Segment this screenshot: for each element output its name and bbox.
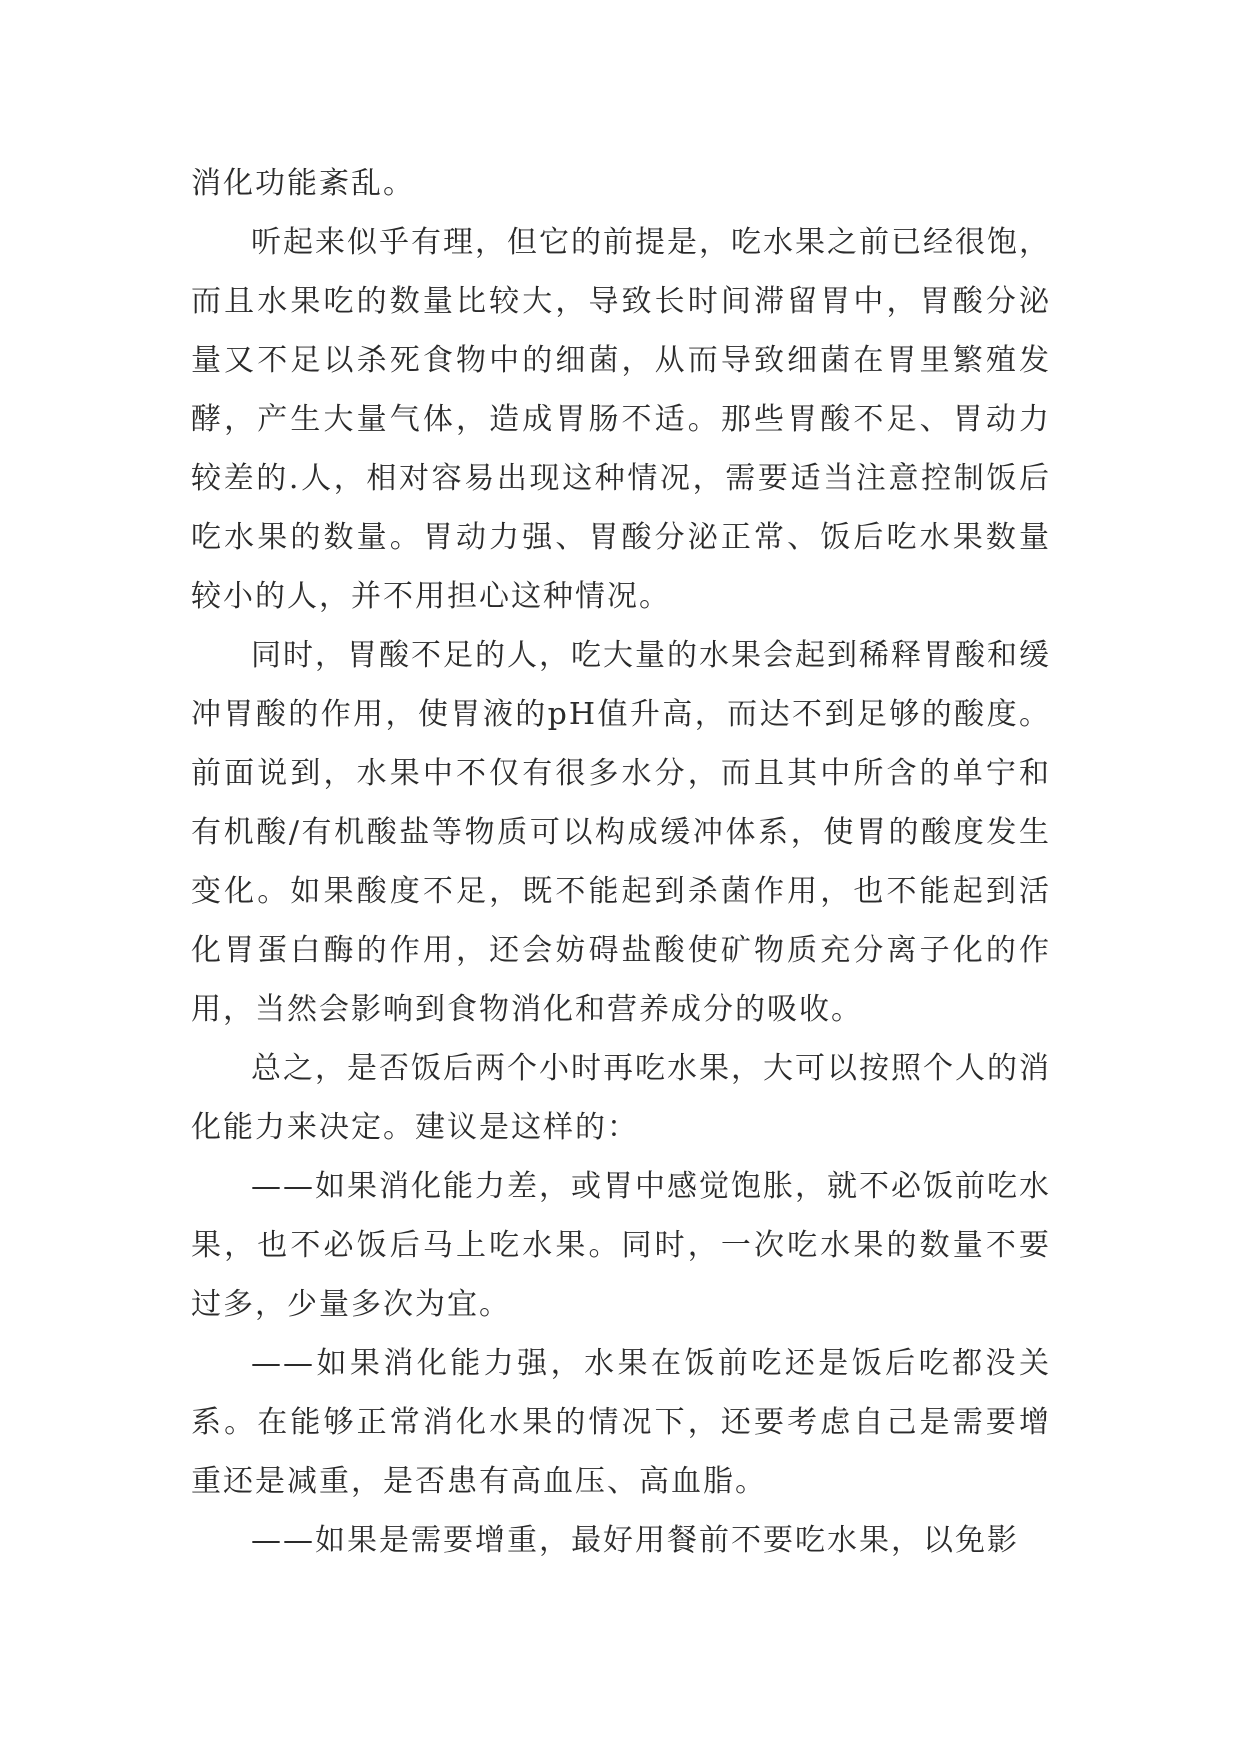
paragraph-advice-strong-digestion: ——如果消化能力强，水果在饭前吃还是饭后吃都没关系。在能够正常消化水果的情况下，还要考虑自己是需要增重还是减重，是否患有高血压、高血脂。 (191, 1346, 1051, 1499)
article-body (191, 154, 1051, 1570)
paragraph-advice-weight-gain: ——如果是需要增重，最好用餐前不要吃水果，以免影 (251, 1523, 1019, 1558)
paragraph-summary: 总之，是否饭后两个小时再吃水果，大可以按照个人的消化能力来决定。建议是这样的： (191, 1051, 1051, 1145)
paragraph-continuation: 消化功能紊乱。 (191, 166, 415, 201)
paragraph-gastric-fermentation: 听起来似乎有理，但它的前提是，吃水果之前已经很饱，而且水果吃的数量比较大，导致长时间滞留胃中，胃酸分泌量又不足以杀死食物中的细菌，从而导致细菌在胃里繁殖发酵，产生大量气体，造成胃肠不适。那些胃酸不足、胃动力较差的.人，相对容易出现这种情况，需要适当注意控制饭后吃水果的数量。胃动力强、胃酸分泌正常、饭后吃水果数量较小的人，并不用担心这种情况。 (191, 225, 1051, 614)
paragraph-advice-weak-digestion: ——如果消化能力差，或胃中感觉饱胀，就不必饭前吃水果，也不必饭后马上吃水果。同时，一次吃水果的数量不要过多，少量多次为宜。 (191, 1169, 1051, 1322)
paragraph-acid-dilution: 同时，胃酸不足的人，吃大量的水果会起到稀释胃酸和缓冲胃酸的作用，使胃液的pH值升高，而达不到足够的酸度。前面说到，水果中不仅有很多水分，而且其中所含的单宁和有机酸/有机酸盐等物质可以构成缓冲体系，使胃的酸度发生变化。如果酸度不足，既不能起到杀菌作用，也不能起到活化胃蛋白酶的作用，还会妨碍盐酸使矿物质充分离子化的作用，当然会影响到食物消化和营养成分的吸收。 (191, 638, 1051, 1027)
